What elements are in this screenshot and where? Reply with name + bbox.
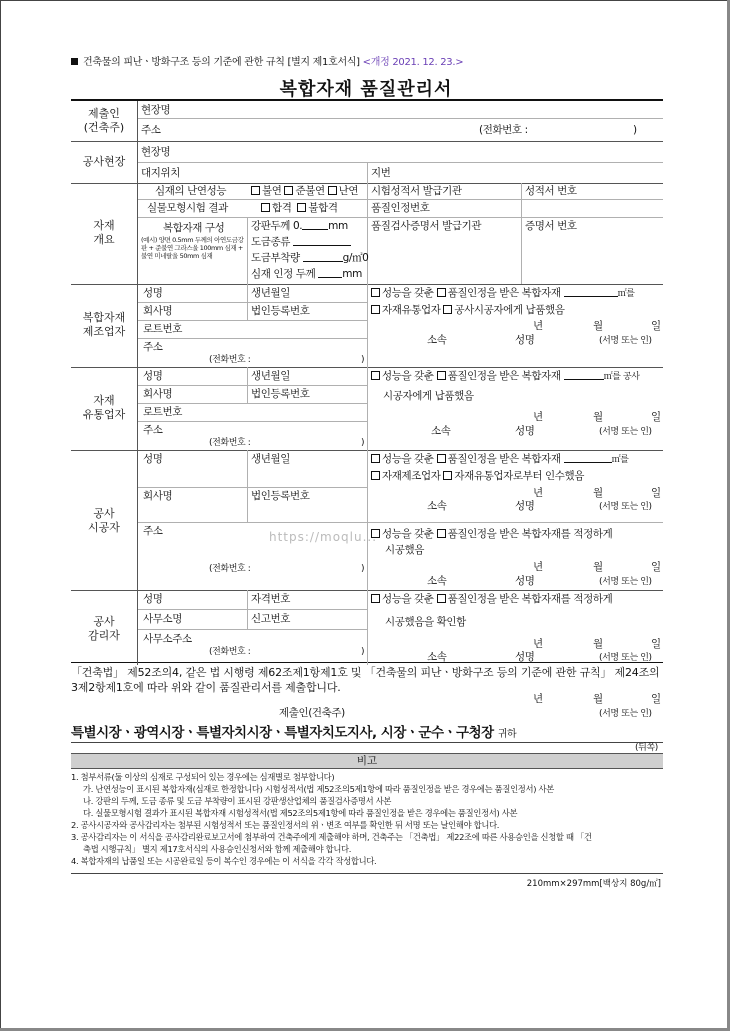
mfr-date-month: 월	[593, 320, 603, 332]
quality-cert-no-label: 품질인정번호	[371, 202, 430, 214]
contractor-label: 공사 시공자	[88, 507, 120, 534]
addressee: 특별시장ㆍ광역시장ㆍ특별자치시장ㆍ특별자치도지사, 시장ㆍ군수ㆍ구청장 귀하	[71, 725, 517, 741]
paper-size: 210mm×297mm[백상지 80g/㎡]	[526, 879, 661, 889]
dist-affil-label: 소속	[431, 425, 451, 437]
con-area-blank[interactable]	[564, 453, 612, 463]
con-stmt1: 성능을 갖춘 품질인정을 받은 복합자재 ㎡를	[371, 453, 629, 467]
back-page-label: (뒤쪽)	[635, 743, 658, 753]
sup-date-year: 년	[533, 638, 543, 650]
dist-stmt1: 성능을 갖춘 품질인정을 받은 복합자재 ㎡를 공사	[371, 370, 640, 384]
mfr-dist-checkbox[interactable]	[371, 305, 380, 314]
note-line: 2. 공사시공자와 공사감리자는 첨부된 시험성적서 또는 품질인정서의 위ㆍ변조 여부를 확인한 뒤 서명 또는 날인해야 합니다.	[71, 820, 500, 830]
mfr-birth-label: 생년월일	[251, 287, 290, 299]
sup-affil-label: 소속	[427, 651, 447, 663]
form-table	[71, 99, 663, 663]
dist-phone-label: (전화번호 :	[209, 438, 251, 448]
con-affil2-label: 소속	[427, 575, 447, 587]
dist-perf-checkbox[interactable]	[371, 371, 380, 380]
dist-name-label: 성명	[143, 370, 163, 382]
dist-address-label: 주소	[143, 424, 163, 436]
sup-sign-name-label: 성명	[515, 651, 535, 663]
site-lot-label: 지번	[371, 167, 391, 179]
page-title: 복합자재 품질관리서	[279, 79, 453, 100]
coating-type-blank[interactable]	[293, 236, 351, 246]
con-cert-checkbox[interactable]	[437, 454, 446, 463]
coating-type: 도금종류	[251, 236, 351, 249]
composition-note: (예시) 양면 0.5mm 두께의 아연도금강판 + 준불연 그라스울 100mm 심재 + 불연 미네랄울 50mm 심재	[141, 236, 244, 260]
square-bullet-icon	[71, 58, 78, 65]
mfr-lot-label: 로트번호	[143, 323, 182, 335]
con-date1-year: 년	[533, 487, 543, 499]
manufacturer-label: 복합자재 제조업자	[82, 311, 126, 338]
dist-lot-label: 로트번호	[143, 406, 182, 418]
dist-corp-no-label: 법인등록번호	[251, 388, 310, 400]
sup-perf-checkbox[interactable]	[371, 594, 380, 603]
con-sign2-label: (서명 또는 인)	[599, 577, 652, 587]
note-line: 3. 공사감리자는 이 서식을 공사감리완료보고서에 첨부하여 건축주에게 제출해야 하며, 건축주는 「건축법」 제22조에 따른 사용승인을 신청할 때 「건	[71, 832, 592, 842]
notes-list	[71, 771, 663, 867]
mfr-stmt2: 자재유통업자 공사시공자에게 납품했음	[371, 304, 565, 317]
con-mfr-checkbox[interactable]	[371, 471, 380, 480]
con-cert2-checkbox[interactable]	[437, 529, 446, 538]
mfr-cert-checkbox[interactable]	[437, 288, 446, 297]
fire-junbulyeon-checkbox[interactable]	[284, 186, 293, 195]
con-sign-name1-label: 성명	[515, 500, 535, 512]
mockup-label: 실물모형시험 결과	[147, 202, 228, 214]
site-label: 공사현장	[82, 155, 126, 168]
sup-stmt1: 성능을 갖춘 품질인정을 받은 복합자재를 적정하게	[371, 593, 612, 606]
dist-stmt2: 시공자에게 납품했음	[383, 390, 474, 402]
mfr-area-blank[interactable]	[564, 287, 618, 297]
mockup-options: 합격 불합격	[261, 202, 338, 215]
sup-license-label: 자격번호	[251, 593, 290, 605]
mfr-paren: )	[361, 355, 365, 365]
mfr-perf-checkbox[interactable]	[371, 288, 380, 297]
report-no-label: 성적서 번호	[525, 185, 577, 197]
mfr-date-year: 년	[533, 320, 543, 332]
dist-date-day: 일	[651, 411, 661, 423]
con-corp-no-label: 법인등록번호	[251, 490, 310, 502]
mockup-fail-checkbox[interactable]	[297, 203, 306, 212]
steel-thickness-blank[interactable]	[302, 220, 328, 230]
submit-date-month: 월	[593, 693, 603, 705]
submit-date-year: 년	[533, 693, 543, 705]
dist-cert-checkbox[interactable]	[437, 371, 446, 380]
test-agency-label: 시험성적서 발급기관	[371, 185, 462, 197]
fire-unyeon-checkbox[interactable]	[251, 186, 260, 195]
sup-phone-label: (전화번호 :	[209, 647, 251, 657]
coating-amount: 도금부착량 g/㎡0	[251, 252, 369, 264]
amendment-link[interactable]: <개정 2021. 12. 23.>	[362, 57, 464, 68]
con-name-label: 성명	[143, 453, 163, 465]
core-thickness-blank[interactable]	[318, 268, 342, 278]
dist-birth-label: 생년월일	[251, 370, 290, 382]
regulation-header	[71, 53, 463, 68]
con-date1-month: 월	[593, 487, 603, 499]
con-date1-day: 일	[651, 487, 661, 499]
applicant-label: 제출인 (건축주)	[83, 107, 125, 134]
mfr-affil-label: 소속	[427, 334, 447, 346]
con-stmt2: 자재제조업자 자재유통업자로부터 인수했음	[371, 470, 584, 483]
sup-office-label: 사무소명	[143, 613, 182, 625]
note-line: 나. 강판의 두께, 도금 종류 및 도금 부착량이 표시된 강판생산업체의 품질검사증명서 사본	[83, 796, 392, 806]
sup-paren: )	[361, 647, 365, 657]
applicant-phone-label: (전화번호 :	[479, 124, 528, 136]
con-dist-checkbox[interactable]	[443, 471, 452, 480]
distributor-label: 자재 유통업자	[82, 394, 126, 421]
sup-sign-label: (서명 또는 인)	[599, 653, 652, 663]
applicant-site-name-label: 현장명	[141, 104, 171, 116]
sup-date-month: 월	[593, 638, 603, 650]
con-date2-day: 일	[651, 561, 661, 573]
submitter-sign-label: (서명 또는 인)	[599, 709, 652, 719]
con-sign1-label: (서명 또는 인)	[599, 502, 652, 512]
dist-date-month: 월	[593, 411, 603, 423]
note-line: 4. 복합자재의 납품일 또는 시공완료일 등이 복수인 경우에는 이 서식을 각각 작성합니다.	[71, 856, 377, 866]
con-address-label: 주소	[143, 525, 163, 537]
note-line: 축법 시행규칙」 별지 제17호서식의 사용승인신청서와 함께 제출해야 합니다.	[83, 844, 352, 854]
mfr-sign-label: (서명 또는 인)	[599, 336, 652, 346]
core-thickness: 심재 인정 두께 mm	[251, 268, 362, 280]
site-name-label: 현장명	[141, 146, 171, 158]
con-company-label: 회사명	[143, 490, 173, 502]
regulation-text: 건축물의 피난ㆍ방화구조 등의 기준에 관한 규칙 [별지 제1호서식]	[83, 57, 360, 68]
con-stmt3: 성능을 갖춘 품질인정을 받은 복합자재를 적정하게	[371, 528, 612, 541]
sup-office-addr-label: 사무소주소	[143, 633, 192, 645]
dist-paren: )	[361, 438, 365, 448]
sup-reg-no-label: 신고번호	[251, 613, 290, 625]
inspection-agency-label: 품질검사증명서 발급기관	[371, 220, 482, 232]
coating-amount-blank[interactable]	[303, 252, 343, 262]
con-paren: )	[361, 564, 365, 574]
mockup-pass-checkbox[interactable]	[261, 203, 270, 212]
sup-stmt2: 시공했음을 확인함	[385, 616, 466, 628]
notes-header: 비고	[71, 753, 663, 769]
dist-company-label: 회사명	[143, 388, 173, 400]
note-line: 가. 난연성능이 표시된 복합자재(심재로 한정합니다) 시험성적서(법 제52조의5제1항에 따라 품질인정을 받은 경우에는 품질인정서) 사본	[83, 784, 554, 794]
site-location-label: 대지위치	[141, 167, 180, 179]
applicant-address-label: 주소	[141, 124, 161, 136]
con-stmt3c: 시공했음	[385, 544, 424, 556]
dist-date-year: 년	[533, 411, 543, 423]
submit-date-day: 일	[651, 693, 661, 705]
sup-cert-checkbox[interactable]	[437, 594, 446, 603]
con-sign-name2-label: 성명	[515, 575, 535, 587]
steel-thickness: 강판두께 0. mm	[251, 220, 348, 232]
watermark: https://moqlu...	[269, 530, 378, 544]
con-perf-checkbox[interactable]	[371, 454, 380, 463]
mfr-corp-no-label: 법인등록번호	[251, 305, 310, 317]
mfr-address-label: 주소	[143, 341, 163, 353]
mfr-name-label: 성명	[143, 287, 163, 299]
sup-date-day: 일	[651, 638, 661, 650]
submitter-label: 제출인(건축주)	[279, 707, 345, 719]
fire-nanyeon-checkbox[interactable]	[328, 186, 337, 195]
material-label: 자재 개요	[93, 219, 115, 246]
mfr-date-day: 일	[651, 320, 661, 332]
applicant-paren: )	[633, 124, 637, 136]
declaration: 「건축법」 제52조의4, 같은 법 시행령 제62조제1항제1호 및 「건축물의 피난ㆍ방화구조 등의 기준에 관한 규칙」 제24조의3제2항제1호에 따라 위와 같이 품질관리서를 제출합니다.	[71, 666, 660, 694]
mfr-contractor-checkbox[interactable]	[443, 305, 452, 314]
fire-options: 불연 준불연 난연	[251, 185, 358, 198]
supervisor-label: 공사 감리자	[88, 615, 120, 642]
certificate-no-label: 증명서 번호	[525, 220, 577, 232]
dist-sign-name-label: 성명	[515, 425, 535, 437]
con-affil1-label: 소속	[427, 500, 447, 512]
con-date2-month: 월	[593, 561, 603, 573]
mfr-sign-name-label: 성명	[515, 334, 535, 346]
composition-label: 복합자재 구성	[163, 222, 225, 234]
fire-label: 심재의 난연성능	[155, 185, 227, 197]
mfr-company-label: 회사명	[143, 305, 173, 317]
dist-area-blank[interactable]	[564, 370, 604, 380]
con-phone-label: (전화번호 :	[209, 564, 251, 574]
dist-sign-label: (서명 또는 인)	[599, 427, 652, 437]
mfr-phone-label: (전화번호 :	[209, 355, 251, 365]
note-line: 1. 첨부서류(둘 이상의 심재로 구성되어 있는 경우에는 심재별로 첨부합니다)	[71, 772, 335, 782]
con-birth-label: 생년월일	[251, 453, 290, 465]
con-date2-year: 년	[533, 561, 543, 573]
note-line: 다. 실물모형시험 결과가 표시된 복합자재 시험성적서(법 제52조의5제1항에 따라 품질인정을 받은 경우에는 품질인정서) 사본	[83, 808, 518, 818]
mfr-stmt1: 성능을 갖춘 품질인정을 받은 복합자재 ㎡를	[371, 287, 635, 301]
sup-name-label: 성명	[143, 593, 163, 605]
